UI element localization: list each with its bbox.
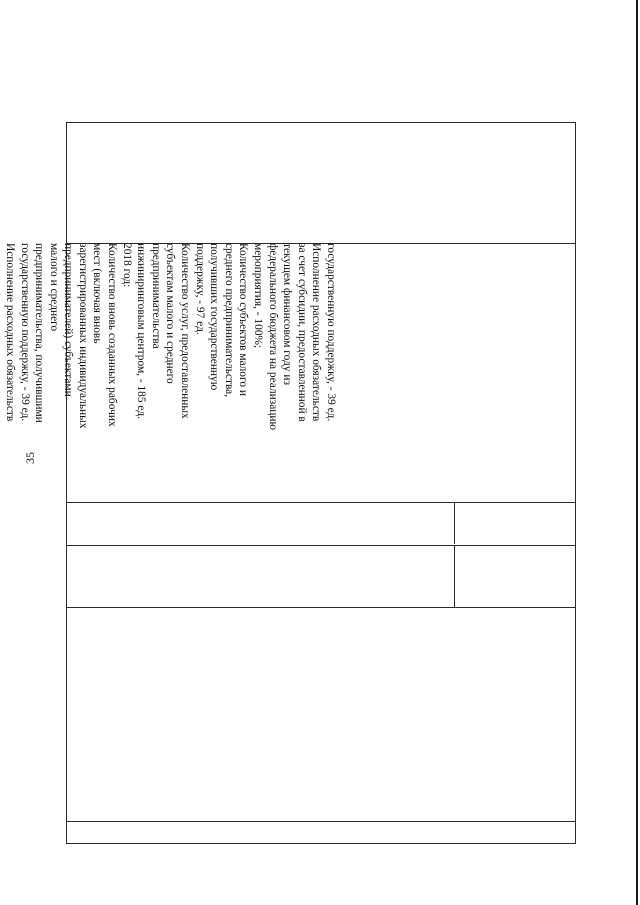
cell-text-line: предпринимателей) субъектами	[62, 243, 75, 397]
table-rule	[66, 545, 576, 546]
cell-text-line: текущем финансовом году из	[281, 243, 294, 385]
cell-text-line: федерального бюджета на реализацию	[266, 243, 279, 430]
cell-text-line	[0, 243, 2, 502]
cell-text-line: мероприятия, - 100%;	[252, 243, 265, 349]
cell-text-line: Исполнение расходных обязательств	[3, 243, 16, 422]
cell-text-line: государственную поддержку, - 39 ед.	[18, 243, 31, 422]
cell-text-line: субъектам малого и среднего	[164, 243, 177, 384]
cell-text-line: среднего предпринимательства,	[222, 243, 235, 398]
table-cell-text	[0, 243, 338, 502]
table-rule	[454, 502, 455, 544]
table-rule	[454, 545, 455, 607]
cell-text-line: Количество субъектов малого и	[237, 243, 250, 397]
cell-text-line: малого и среднего	[47, 243, 60, 332]
cell-text-line: 2018 год:	[120, 243, 133, 288]
cell-text-line: мест (включая вновь	[91, 243, 104, 344]
table-rule	[66, 502, 576, 503]
cell-text-line: инжиниринговым центром, - 185 ед.	[135, 243, 148, 419]
cell-text-line: поддержку, - 97 ед.	[193, 243, 206, 335]
cell-text-line: Количество услуг, предоставленных	[179, 243, 192, 419]
cell-lines	[0, 243, 338, 502]
table-rule	[66, 607, 576, 608]
cell-text-line: Количество вновь созданных рабочих	[106, 243, 119, 427]
cell-text-line: зарегистрированных индивидуальных	[76, 243, 89, 429]
cell-text-line: за счет субсидии, предоставленной в	[295, 243, 308, 422]
page-number: 35	[23, 452, 37, 464]
cell-text-line: предпринимательства	[149, 243, 162, 349]
cell-text-line: предпринимательства, получившими	[33, 243, 46, 423]
cell-text-line: государственную поддержку, - 39 ед.	[325, 243, 337, 422]
cell-text-line: получивших государственную	[208, 243, 221, 391]
page-edge-line	[636, 0, 638, 905]
table-rule	[66, 821, 576, 822]
cell-text-line: Исполнение расходных обязательств	[310, 243, 323, 422]
